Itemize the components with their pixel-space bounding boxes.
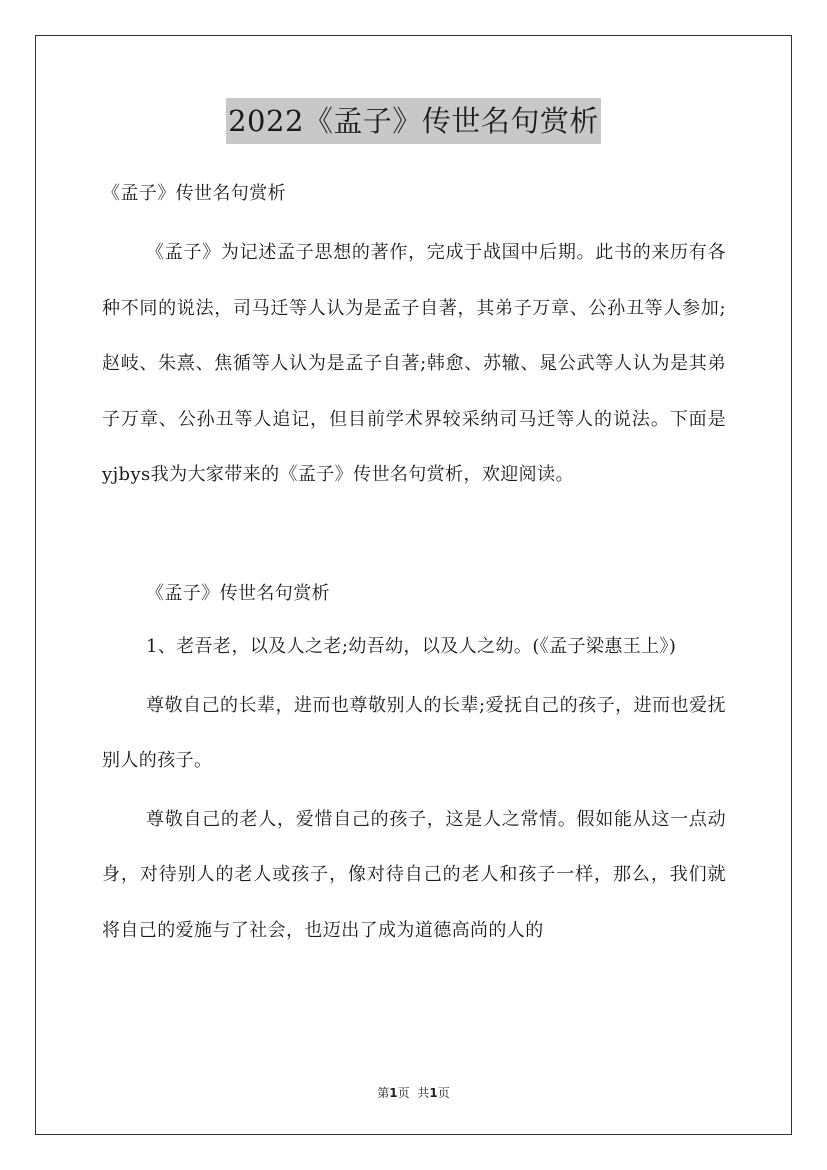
total-suffix: 页	[437, 1086, 450, 1100]
page-number: 1	[389, 1086, 398, 1100]
intro-paragraph: 《孟子》为记述孟子思想的著作，完成于战国中后期。此书的来历有各种不同的说法，司马迁等人认为是孟子自著，其弟子万章、公孙丑等人参加;赵岐、朱熹、焦循等人认为是孟子自著;韩愈、苏辙、晁公武等人认为是其弟子万章、公孙丑等人追记，但目前学术界较采纳司马迁等人的说法。下面是yjbys我为大家带来的《孟子》传世名句赏析，欢迎阅读。	[102, 242, 726, 486]
quote-item-1: 1、老吾老，以及人之老;幼吾幼，以及人之幼。(《孟子梁惠王上》)	[146, 635, 677, 657]
document-title	[0, 98, 827, 149]
total-pages: 1	[429, 1086, 438, 1100]
document-title-text: 2022《孟子》传世名句赏析	[226, 98, 601, 144]
page-prefix: 第	[377, 1086, 390, 1100]
section-title: 《孟子》传世名句赏析	[146, 582, 330, 604]
page-suffix: 页	[397, 1086, 410, 1100]
document-body	[102, 174, 726, 959]
subheading: 《孟子》传世名句赏析	[102, 183, 286, 204]
page-footer	[0, 1084, 827, 1101]
explanation-paragraph-2: 尊敬自己的老人，爱惜自己的孩子，这是人之常情。假如能从这一点动身，对待别人的老人或孩子，像对待自己的老人和孩子一样，那么，我们就将自己的爱施与了社会，也迈出了成为道德高尚的人的	[102, 808, 726, 941]
total-prefix: 共	[417, 1086, 430, 1100]
explanation-paragraph-1: 尊敬自己的长辈，进而也尊敬别人的长辈;爱抚自己的孩子，进而也爱抚别人的孩子。	[102, 694, 726, 772]
